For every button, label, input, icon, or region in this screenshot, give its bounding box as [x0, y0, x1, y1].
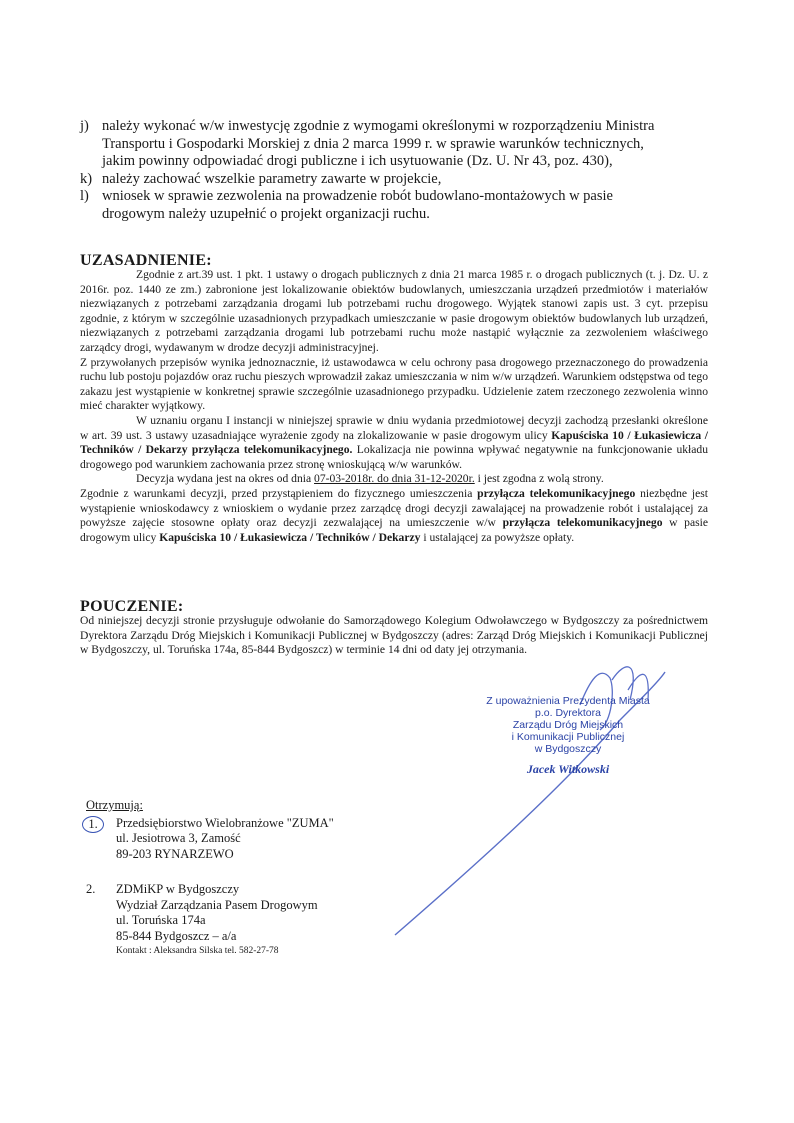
- list-line: jakim powinny odpowiadać drogi publiczne i ich usytuowanie (Dz. U. Nr 43, poz. 430),: [102, 153, 613, 169]
- recipient-number: 1.: [82, 816, 104, 833]
- contact-line: Kontakt : Aleksandra Silska tel. 582-27-78: [116, 946, 279, 956]
- address-line: Przedsiębiorstwo Wielobranżowe "ZUMA": [116, 815, 334, 830]
- list-marker: j): [80, 118, 89, 134]
- location-bold: Kapuściska 10 / Łukasiewicza / Techników / Dekarzy przyłącza telekomunikacyjnego.: [80, 428, 709, 457]
- paragraph: W uznaniu organu I instancji w niniejszej sprawie w dniu wydania przedmiotowej decyzji zachodzą przesłanki określone w art. 39 ust. 3 ustawy uzasadniające wyrażenie zgody na zlokalizowanie w pasie drogowym ulicy Kapuściska 10 / Łukasiewicza / Techników / Dekarzy przyłącza telekomunikacyjnego. Lokalizacja nie powinna wpływać negatywnie na funkcjonowanie układu drogowego pod warunkiem zachowania przez stronę wnioskującą w/w warunków.: [80, 413, 709, 471]
- stamp-line: w Bydgoszczy: [534, 743, 602, 755]
- recipients-title: Otrzymują:: [86, 798, 143, 812]
- uzasadnienie-heading: UZASADNIENIE:: [80, 252, 212, 269]
- list-marker: l): [80, 188, 89, 204]
- pouczenie-heading: POUCZENIE:: [80, 598, 184, 615]
- address-line: Wydział Zarządzania Pasem Drogowym: [116, 897, 318, 912]
- recipient-number: 2.: [86, 882, 96, 896]
- address-line: ul. Jesiotrowa 3, Zamość: [116, 831, 241, 845]
- address-line: ZDMiKP w Bydgoszczy: [116, 882, 240, 896]
- paragraph: Decyzja wydana jest na okres od dnia 07-03-2018r. do dnia 31-12-2020r. i jest zgodna z wolą strony.: [136, 472, 604, 486]
- recipient-item: [86, 816, 334, 863]
- stamp-line: p.o. Dyrektora: [535, 707, 601, 719]
- stamp-line: Zarządu Dróg Miejskich: [512, 719, 624, 731]
- list-line: drogowym należy uzupełnić o projekt organizacji ruchu.: [102, 205, 430, 222]
- list-line: należy wykonać w/w inwestycję zgodnie z wymogami określonymi w rozporządzeniu Ministra: [102, 118, 655, 134]
- list-line: należy zachować wszelkie parametry zawarte w projekcie,: [102, 170, 442, 187]
- list-marker: k): [80, 170, 93, 187]
- paragraph: Z przywołanych przepisów wynika jednoznacznie, iż ustawodawca w celu ochrony pasa drogowego przeznaczonego do prowadzenia ruchu lub postoju pojazdów oraz ruchu pieszych wprowadził zakaz umieszczania w nim w/w urządzeń. Warunkiem odstępstwa od tego zakazu jest wystąpienie w konkretnej sprawie szczególnie uzasadnionego przypadku. Udzielenie zatem rzeczonego zezwolenia winno mieć charakter wyjątkowy.: [80, 355, 708, 413]
- stamp-line: Z upoważnienia Prezydenta Miasta: [486, 695, 650, 707]
- list-line: Transportu i Gospodarki Morskiej z dnia 2 marca 1999 r. w sprawie warunków technicznych,: [102, 135, 644, 152]
- list-line: wniosek w sprawie zezwolenia na prowadzenie robót budowlano-montażowych w pasie: [102, 188, 613, 204]
- official-stamp: [478, 695, 658, 775]
- recipient-item: [86, 882, 334, 960]
- address-line: ul. Toruńska 174a: [116, 913, 206, 927]
- address-line: 85-844 Bydgoszcz – a/a: [116, 928, 237, 943]
- paragraph: Zgodnie z art.39 ust. 1 pkt. 1 ustawy o drogach publicznych z dnia 21 marca 1985 r. o drogach publicznych (t. j. Dz. U. z 2016r. poz. 1440 ze zm.) zabronione jest lokalizowanie obiektów budowlanych, umieszczania urządzeń przedmiotów i materiałów niezwiązanych z potrzebami zarządzania drogami lub potrzebami ruchu drogowego. Wyjątek stanowi zapis ust. 3 cyt. przepisu zgodnie, z którym w szczególnie uzasadnionych przypadkach umieszczanie w pasie drogowym obiektów budowlanych lub urządzeń, niezwiązanych z potrzebami zarządzania drogami lub potrzebami ruchu może nastąpić wyłącznie za zezwoleniem właściwego zarządcy drogi, wydawanym w drodze decyzji administracyjnej.: [80, 268, 708, 354]
- address-line: 89-203 RYNARZEWO: [116, 846, 234, 861]
- stamp-line: i Komunikacji Publicznej: [511, 731, 625, 743]
- signatory-name: Jacek Witkowski: [526, 762, 610, 776]
- paragraph: Zgodnie z warunkami decyzji, przed przystąpieniem do fizycznego umieszczenia przyłącza telekomunikacyjnego niezbędne jest wystąpienie wnioskodawcy z wnioskiem o wydanie przez zarządcę drogi decyzji zawalającej na prowadzenie robót i ustalającej za powyższe zajęcie stosowne opłaty oraz decyzji zezwalającej na umieszczenie w/w przyłącza telekomunikacyjnego w pasie drogowym ulicy Kapuściska 10 / Łukasiewicza / Techników / Dekarzy i ustalającej za powyższe opłaty.: [80, 486, 709, 544]
- validity-dates: 07-03-2018r. do dnia 31-12-2020r.: [314, 472, 475, 486]
- recipients-block: [86, 798, 334, 960]
- paragraph: Od niniejszej decyzji stronie przysługuje odwołanie do Samorządowego Kolegium Odwoławczego w Bydgoszczy za pośrednictwem Dyrektora Zarządu Dróg Miejskich i Komunikacji Publicznej w Bydgoszczy (adres: Zarząd Dróg Miejskich i Komunikacji Publicznej w Bydgoszczy, ul. Toruńska 174a, 85-844 Bydgoszcz) w terminie 14 dni od daty jej otrzymania.: [80, 614, 708, 657]
